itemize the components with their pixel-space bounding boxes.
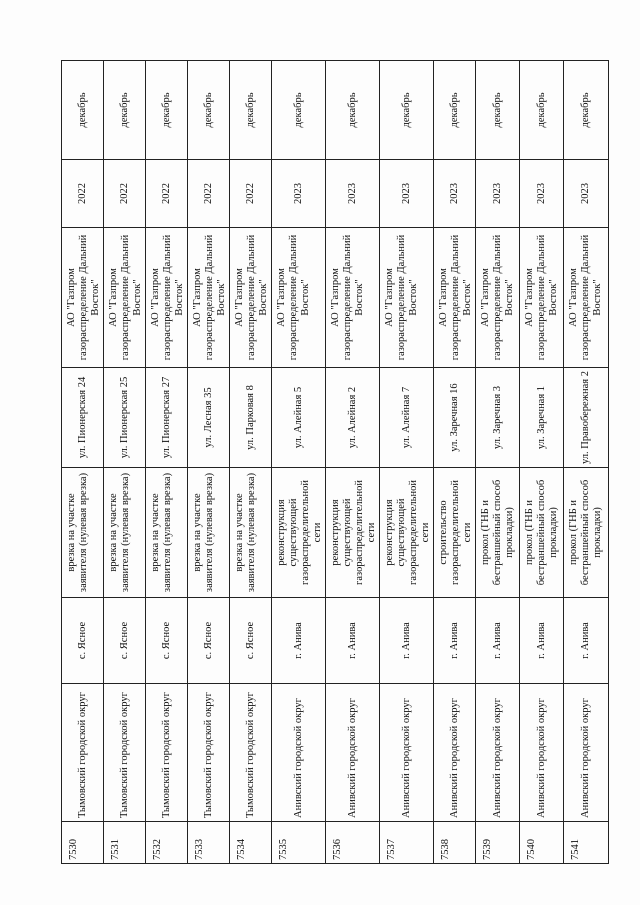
organization-cell: АО "Газпром газораспределение Дальний Восток" [230,228,272,368]
locality-cell: с. Ясное [104,598,146,684]
work-type-cell: прокол (ГНБ и бестраншейный способ прокладки) [476,468,520,598]
table-row [230,61,272,864]
district-cell: Анивский городской округ [564,684,609,822]
work-type-cell: прокол (ГНБ и бестраншейный способ прокладки) [564,468,609,598]
table-row [272,61,326,864]
row-number: 7531 [104,822,146,864]
month-cell: декабрь [62,61,104,160]
district-cell: Тымовский городской округ [188,684,230,822]
month-cell: декабрь [380,61,434,160]
row-number: 7538 [434,822,476,864]
year-cell: 2022 [62,160,104,228]
locality-cell: г. Анива [272,598,326,684]
district-cell: Анивский городской округ [272,684,326,822]
district-cell: Анивский городской округ [380,684,434,822]
row-number: 7536 [326,822,380,864]
organization-cell: АО "Газпром газораспределение Дальний Восток" [62,228,104,368]
row-number: 7537 [380,822,434,864]
year-cell: 2023 [380,160,434,228]
row-number: 7535 [272,822,326,864]
organization-cell: АО "Газпром газораспределение Дальний Восток" [146,228,188,368]
rotated-table-wrapper [61,61,603,864]
organization-cell: АО "Газпром газораспределение Дальний Восток" [272,228,326,368]
district-cell: Тымовский городской округ [62,684,104,822]
district-cell: Тымовский городской округ [104,684,146,822]
month-cell: декабрь [146,61,188,160]
organization-cell: АО "Газпром газораспределение Дальний Восток" [188,228,230,368]
work-type-cell: врезка на участке заявителя (нулевая врезка) [230,468,272,598]
month-cell: декабрь [230,61,272,160]
work-type-cell: реконструкция существующей газораспределительной сети [380,468,434,598]
table-row [380,61,434,864]
month-cell: декабрь [434,61,476,160]
table-body [62,61,609,864]
district-cell: Анивский городской округ [520,684,564,822]
district-cell: Тымовский городской округ [146,684,188,822]
table-row [434,61,476,864]
row-number: 7532 [146,822,188,864]
organization-cell: АО "Газпром газораспределение Дальний Восток" [564,228,609,368]
address-cell: ул. Заречная 1 [520,368,564,468]
address-cell: ул. Пионерская 27 [146,368,188,468]
table-row [146,61,188,864]
organization-cell: АО "Газпром газораспределение Дальний Восток" [434,228,476,368]
year-cell: 2023 [326,160,380,228]
address-cell: ул. Алейная 7 [380,368,434,468]
organization-cell: АО "Газпром газораспределение Дальний Восток" [380,228,434,368]
year-cell: 2022 [104,160,146,228]
table-row [188,61,230,864]
address-cell: ул. Лесная 35 [188,368,230,468]
district-cell: Тымовский городской округ [230,684,272,822]
district-cell: Анивский городской округ [434,684,476,822]
row-number: 7530 [62,822,104,864]
work-type-cell: врезка на участке заявителя (нулевая врезка) [146,468,188,598]
locality-cell: г. Анива [476,598,520,684]
year-cell: 2023 [272,160,326,228]
work-type-cell: врезка на участке заявителя (нулевая врезка) [62,468,104,598]
month-cell: декабрь [520,61,564,160]
locality-cell: г. Анива [564,598,609,684]
year-cell: 2022 [146,160,188,228]
table-row [326,61,380,864]
year-cell: 2023 [434,160,476,228]
year-cell: 2022 [188,160,230,228]
year-cell: 2023 [520,160,564,228]
work-type-cell: врезка на участке заявителя (нулевая врезка) [188,468,230,598]
row-number: 7541 [564,822,609,864]
organization-cell: АО "Газпром газораспределение Дальний Восток" [476,228,520,368]
month-cell: декабрь [272,61,326,160]
address-cell: ул. Пионерская 24 [62,368,104,468]
locality-cell: г. Анива [434,598,476,684]
table-row [476,61,520,864]
address-cell: ул. Алейная 5 [272,368,326,468]
district-cell: Анивский городской округ [326,684,380,822]
table-row [520,61,564,864]
year-cell: 2023 [564,160,609,228]
gas-connection-table [61,60,609,864]
row-number: 7534 [230,822,272,864]
row-number: 7533 [188,822,230,864]
month-cell: декабрь [476,61,520,160]
organization-cell: АО "Газпром газораспределение Дальний Восток" [326,228,380,368]
work-type-cell: прокол (ГНБ и бестраншейный способ прокладки) [520,468,564,598]
locality-cell: г. Анива [326,598,380,684]
table-row [62,61,104,864]
row-number: 7540 [520,822,564,864]
locality-cell: г. Анива [380,598,434,684]
organization-cell: АО "Газпром газораспределение Дальний Восток" [104,228,146,368]
work-type-cell: строительство газораспределительной сети [434,468,476,598]
address-cell: ул. Заречная 3 [476,368,520,468]
address-cell: ул. Пионерская 25 [104,368,146,468]
work-type-cell: реконструкция существующей газораспределительной сети [326,468,380,598]
year-cell: 2022 [230,160,272,228]
locality-cell: с. Ясное [230,598,272,684]
address-cell: ул. Алейная 2 [326,368,380,468]
work-type-cell: реконструкция существующей газораспределительной сети [272,468,326,598]
table-row [104,61,146,864]
address-cell: ул. Парковая 8 [230,368,272,468]
district-cell: Анивский городской округ [476,684,520,822]
locality-cell: с. Ясное [146,598,188,684]
work-type-cell: врезка на участке заявителя (нулевая врезка) [104,468,146,598]
organization-cell: АО "Газпром газораспределение Дальний Восток" [520,228,564,368]
address-cell: ул. Правобережная 2 [564,368,609,468]
month-cell: декабрь [564,61,609,160]
locality-cell: г. Анива [520,598,564,684]
month-cell: декабрь [326,61,380,160]
month-cell: декабрь [104,61,146,160]
table-row [564,61,609,864]
locality-cell: с. Ясное [188,598,230,684]
address-cell: ул. Заречная 16 [434,368,476,468]
locality-cell: с. Ясное [62,598,104,684]
month-cell: декабрь [188,61,230,160]
row-number: 7539 [476,822,520,864]
year-cell: 2023 [476,160,520,228]
